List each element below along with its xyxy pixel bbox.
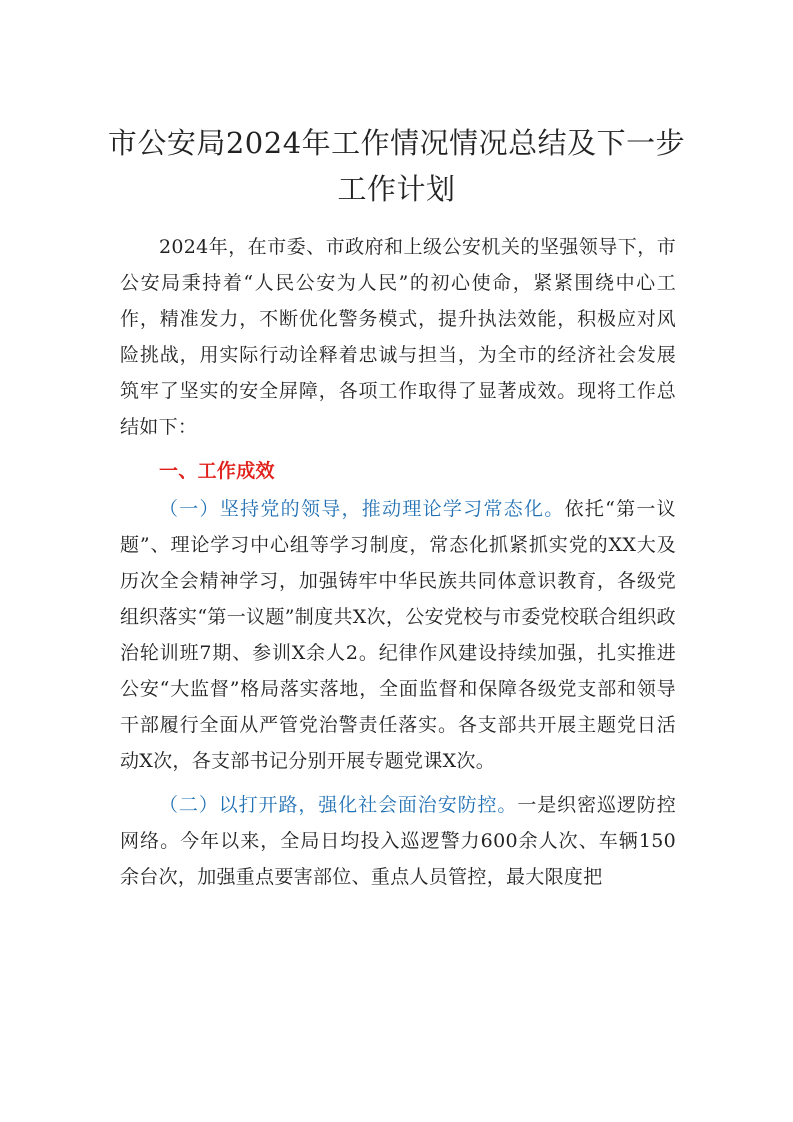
title-line-2: 工作计划 [337, 172, 456, 206]
item-2-heading: （二）以打开路，强化社会面治安防控。 [159, 794, 518, 816]
section-heading-achievements: 一、工作成效 [159, 460, 275, 482]
document-title [100, 120, 693, 212]
document-body [120, 229, 676, 895]
item-2-body: 一是织密巡逻防控网络。今年以来，全局日均投入巡逻警力600余人次、车辆150余台次，加强重点要害部位、重点人员管控，最大限度把 [120, 794, 676, 888]
item-2-paragraph [120, 787, 676, 895]
item-1-body: 依托“第一议题”、理论学习中心组等学习制度，常态化抓紧抓实党的XX大及历次全会精神学习，加强铸牢中华民族共同体意识教育，各级党组织落实“第一议题”制度共X次，公安党校与市委党校联合组织政治轮训班7期、参训X余人2。纪律作风建设持续加强，扎实推进公安“大监督”格局落实落地，全面监督和保障各级党支部和领导干部履行全面从严管党治警责任落实。各支部共开展主题党日活动X次，各支部书记分别开展专题党课X次。 [120, 498, 676, 772]
intro-paragraph: 2024年，在市委、市政府和上级公安机关的坚强领导下，市公安局秉持着“人民公安为人民”的初心使命，紧紧围绕中心工作，精准发力，不断优化警务模式，提升执法效能，积极应对风险挑战，用实际行动诠释着忠诚与担当，为全市的经济社会发展筑牢了坚实的安全屏障，各项工作取得了显著成效。现将工作总结如下： [120, 236, 676, 438]
item-1-heading: （一）坚持党的领导，推动理论学习常态化。 [159, 498, 565, 520]
item-1-paragraph [120, 491, 676, 779]
title-line-1: 市公安局2024年工作情况情况总结及下一步 [107, 126, 686, 160]
